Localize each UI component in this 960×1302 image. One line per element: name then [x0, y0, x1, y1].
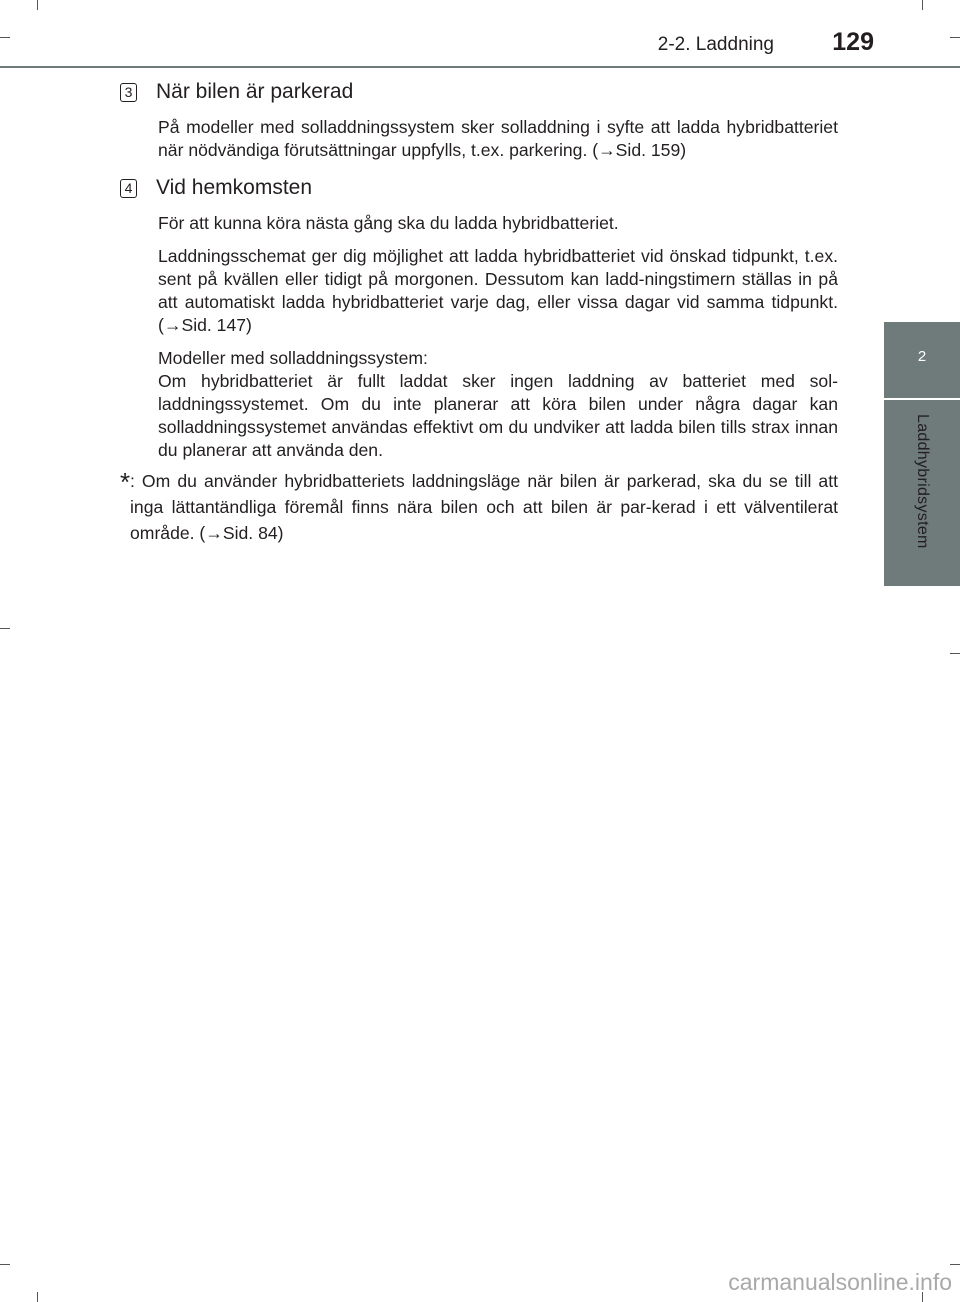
paragraph: Laddningsschemat ger dig möjlighet att ladda hybridbatteriet vid önskad tidpunkt, t.ex. sent på kvällen eller tidigt på morgonen. Dessutom kan ladd-ningstimern ställas in på att automatiskt ladda hybridbatteriet varje dag, eller vissa dagar vid samma tidpunkt. (→Sid. 147) [158, 246, 838, 335]
chapter-tab[interactable] [884, 322, 960, 586]
chapter-label: Laddhybridsystem [914, 414, 931, 549]
item-heading [120, 170, 838, 206]
crop-mark [37, 1292, 38, 1302]
item-heading-text: Vid hemkomsten [156, 176, 313, 199]
crop-mark [37, 0, 38, 10]
item-number-badge: 4 [120, 179, 137, 198]
chapter-number: 2 [917, 348, 927, 365]
paragraph: På modeller med solladdningssystem sker solladdning i syfte att ladda hybridbatteriet när nödvändiga förutsättningar uppfylls, t.ex. parkering. (→Sid. 159) [158, 117, 838, 160]
crop-mark [0, 1264, 10, 1265]
paragraph: Modeller med solladdningssystem: [158, 348, 428, 368]
crop-mark [0, 628, 10, 629]
section-title: 2-2. Laddning [657, 34, 774, 55]
crop-mark [922, 0, 923, 10]
chapter-tab-divider [884, 398, 960, 400]
page-number: 129 [832, 28, 874, 56]
crop-mark [950, 1264, 960, 1265]
footnote [120, 468, 838, 546]
footnote-text: : Om du använder hybridbatteriets laddningsläge när bilen är parkerad, ska du se till att inga lättantändliga föremål finns nära bilen och att bilen är par-kerad i ett välventilerat område. (→Sid. 84) [130, 471, 838, 543]
header-rule [0, 66, 960, 68]
crop-mark [950, 653, 960, 654]
crop-mark [0, 37, 10, 38]
paragraph: Om hybridbatteriet är fullt laddat sker ingen laddning av batteriet med sol-laddningssystemet. Om du inte planerar att köra bilen under några dagar kan solladdningssystemet användas effektivt om du undviker att ladda bilen tills strax innan du planerar att använda den. [158, 371, 838, 460]
item-heading [120, 74, 838, 110]
item-number-badge: 3 [120, 83, 137, 102]
page-content [120, 74, 838, 546]
watermark: carmanualsonline.info [728, 1269, 952, 1295]
item-heading-text: När bilen är parkerad [156, 80, 354, 103]
crop-mark [950, 37, 960, 38]
paragraph: För att kunna köra nästa gång ska du ladda hybridbatteriet. [158, 213, 619, 233]
footnote-asterisk: * [120, 467, 131, 497]
